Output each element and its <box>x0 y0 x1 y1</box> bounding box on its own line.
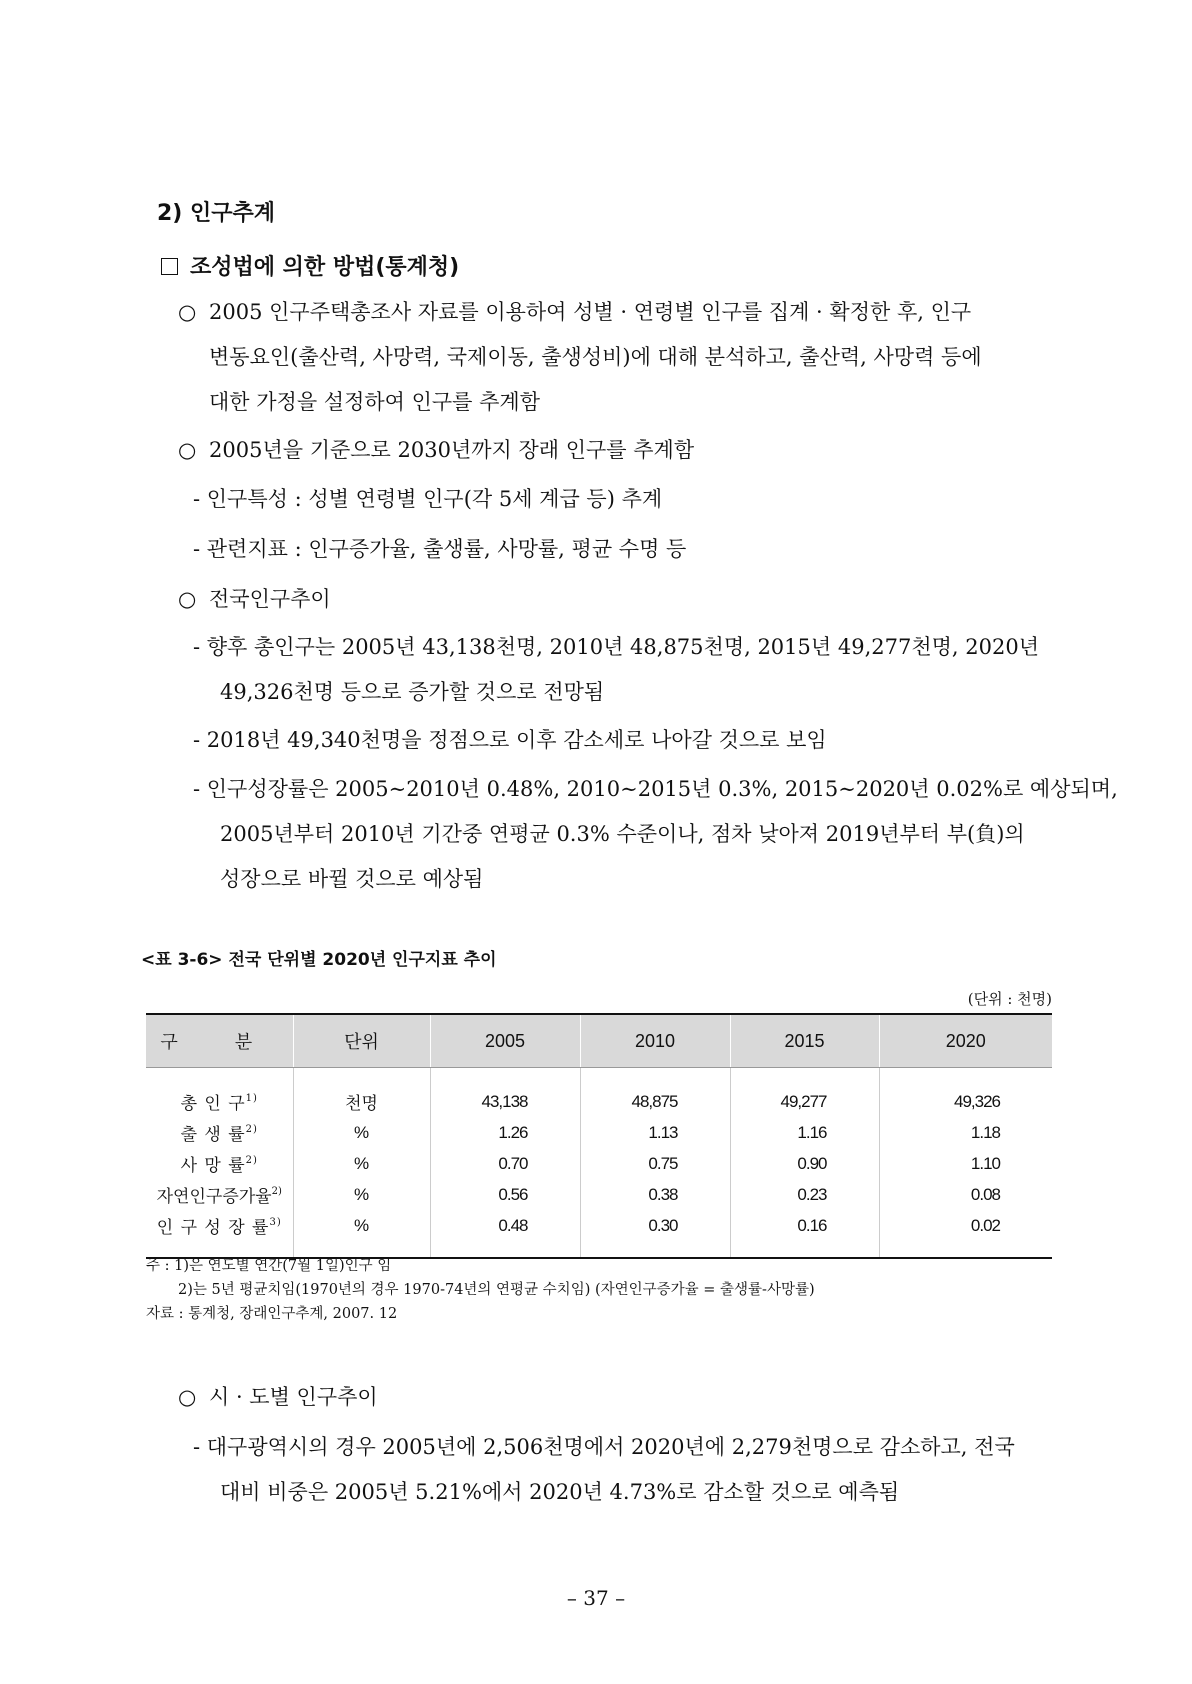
paragraph-4-dash-1-line-2: 대비 비중은 2005년 5.21%에서 2020년 4.73%로 감소할 것으로 예측됨 <box>220 1480 900 1504</box>
cell-2010: 0.38 <box>580 1179 730 1210</box>
cell-2005: 0.48 <box>430 1210 580 1258</box>
paragraph-3: 전국인구추이 <box>209 587 331 611</box>
row-label-text: 자연인구증가율 <box>156 1187 272 1207</box>
table-row <box>146 1210 1052 1258</box>
subheading-text: 조성법에 의한 방법(통계청) <box>190 255 460 280</box>
table-note-1: 주 : 1)은 연도별 연간(7월 1일)인구 임 <box>146 1258 392 1274</box>
row-unit: % <box>293 1148 430 1179</box>
table-row <box>146 1068 1052 1118</box>
paragraph-3-dash-3-line-2: 2005년부터 2010년 기간중 연평균 0.3% 수준이나, 점차 낮아져 2019년부터 부(負)의 <box>220 822 1025 846</box>
bullet-4: ○ <box>178 1385 197 1409</box>
table-row <box>146 1148 1052 1179</box>
table-source: 자료 : 통계청, 장래인구추계, 2007. 12 <box>146 1306 398 1322</box>
row-label-text: 사 망 률 <box>180 1156 246 1176</box>
header-unit: 단위 <box>293 1014 430 1068</box>
row-label-text: 인 구 성 장 률 <box>156 1218 270 1238</box>
cell-2005: 0.56 <box>430 1179 580 1210</box>
bullet-3: ○ <box>178 587 197 611</box>
footnote-mark: 2) <box>245 1155 258 1166</box>
cell-2020: 1.18 <box>879 1117 1052 1148</box>
row-label-text: 출 생 률 <box>180 1125 246 1145</box>
footnote-mark: 1) <box>245 1093 258 1104</box>
table-row <box>146 1179 1052 1210</box>
cell-2010: 0.30 <box>580 1210 730 1258</box>
paragraph-3-dash-2: - 2018년 49,340천명을 정점으로 이후 감소세로 나아갈 것으로 보임 <box>193 728 827 752</box>
paragraph-1-line-1: 2005 인구주택총조사 자료를 이용하여 성별 · 연령별 인구를 집계 · 확정한 후, 인구 <box>209 300 972 324</box>
table-unit-note: (단위 : 천명) <box>967 990 1052 1008</box>
bullet-2: ○ <box>178 438 197 462</box>
subheading <box>161 250 459 281</box>
section-heading: 2) 인구추계 <box>157 201 276 226</box>
paragraph-2: 2005년을 기준으로 2030년까지 장래 인구를 추계함 <box>209 438 695 462</box>
bullet-1: ○ <box>178 300 197 324</box>
cell-2005: 1.26 <box>430 1117 580 1148</box>
cell-2020: 49,326 <box>879 1068 1052 1118</box>
paragraph-1-line-3: 대한 가정을 설정하여 인구를 추계함 <box>209 390 540 414</box>
cell-2010: 1.13 <box>580 1117 730 1148</box>
footnote-mark: 2) <box>271 1186 282 1197</box>
footnote-mark: 2) <box>245 1124 258 1135</box>
population-table <box>146 1013 1052 1259</box>
cell-2010: 0.75 <box>580 1148 730 1179</box>
cell-2015: 1.16 <box>730 1117 879 1148</box>
paragraph-3-dash-1-line-1: - 향후 총인구는 2005년 43,138천명, 2010년 48,875천명, 2015년 49,277천명, 2020년 <box>193 635 1039 659</box>
cell-2005: 43,138 <box>430 1068 580 1118</box>
cell-2015: 0.23 <box>730 1179 879 1210</box>
table-caption: <표 3-6> 전국 단위별 2020년 인구지표 추이 <box>141 950 497 970</box>
row-label <box>146 1179 293 1210</box>
paragraph-1-line-2: 변동요인(출산력, 사망력, 국제이동, 출생성비)에 대해 분석하고, 출산력, 사망력 등에 <box>209 345 982 369</box>
row-unit: 천명 <box>293 1068 430 1118</box>
table-note-2: 2)는 5년 평균치임(1970년의 경우 1970-74년의 연평균 수치임) (자연인구증가율 = 출생률-사망률) <box>178 1282 815 1298</box>
cell-2020: 1.10 <box>879 1148 1052 1179</box>
row-label <box>146 1068 293 1118</box>
header-2010: 2010 <box>580 1014 730 1068</box>
paragraph-4-dash-1-line-1: - 대구광역시의 경우 2005년에 2,506천명에서 2020년에 2,279천명으로 감소하고, 전국 <box>193 1435 1015 1459</box>
cell-2015: 0.90 <box>730 1148 879 1179</box>
paragraph-3-dash-3-line-3: 성장으로 바뀔 것으로 예상됨 <box>220 867 484 891</box>
row-unit: % <box>293 1117 430 1148</box>
cell-2015: 49,277 <box>730 1068 879 1118</box>
row-label <box>146 1148 293 1179</box>
row-unit: % <box>293 1210 430 1258</box>
page-number: – 37 – <box>566 1586 626 1610</box>
cell-2020: 0.02 <box>879 1210 1052 1258</box>
row-label <box>146 1210 293 1258</box>
table-row <box>146 1117 1052 1148</box>
cell-2010: 48,875 <box>580 1068 730 1118</box>
row-label-text: 총 인 구 <box>180 1094 246 1114</box>
paragraph-3-dash-1-line-2: 49,326천명 등으로 증가할 것으로 전망됨 <box>220 680 605 704</box>
cell-2020: 0.08 <box>879 1179 1052 1210</box>
cell-2005: 0.70 <box>430 1148 580 1179</box>
paragraph-2-dash-2: - 관련지표 : 인구증가율, 출생률, 사망률, 평균 수명 등 <box>193 537 687 561</box>
row-unit: % <box>293 1179 430 1210</box>
paragraph-2-dash-1: - 인구특성 : 성별 연령별 인구(각 5세 계급 등) 추계 <box>193 487 663 511</box>
paragraph-3-dash-3-line-1: - 인구성장률은 2005∼2010년 0.48%, 2010∼2015년 0.3%, 2015∼2020년 0.02%로 예상되며, <box>193 777 1118 801</box>
header-2005: 2005 <box>430 1014 580 1068</box>
header-2015: 2015 <box>730 1014 879 1068</box>
footnote-mark: 3) <box>269 1217 282 1228</box>
row-label <box>146 1117 293 1148</box>
paragraph-4: 시 · 도별 인구추이 <box>209 1385 378 1409</box>
cell-2015: 0.16 <box>730 1210 879 1258</box>
table-header-row <box>146 1014 1052 1068</box>
header-2020: 2020 <box>879 1014 1052 1068</box>
header-category: 구 분 <box>146 1014 293 1068</box>
checkbox-square-icon <box>161 258 178 275</box>
